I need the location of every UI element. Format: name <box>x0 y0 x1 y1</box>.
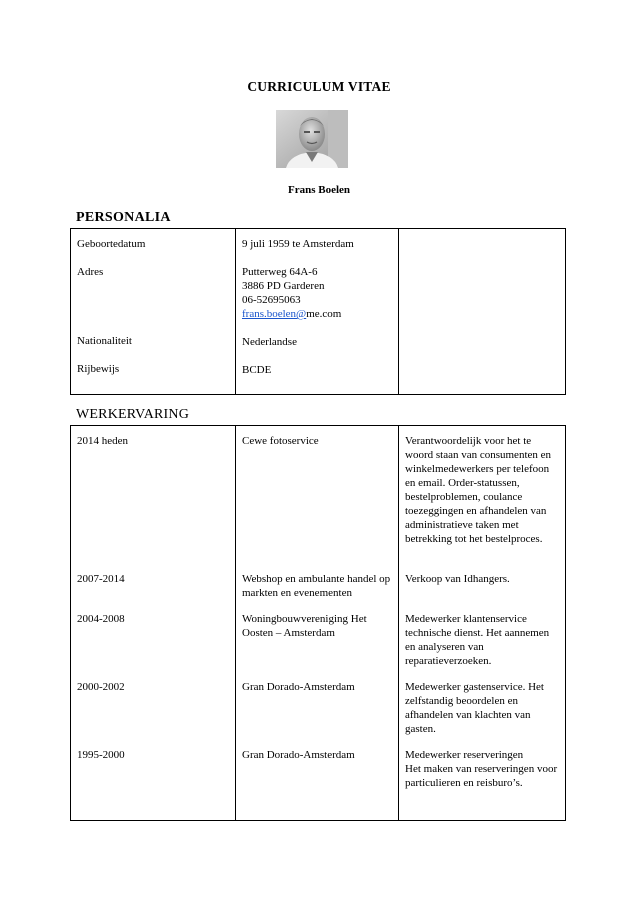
value-address: Putterweg 64A-6 3886 PD Garderen 06-52695063 <box>242 266 325 306</box>
werk-periods-cell <box>71 426 236 821</box>
email-domain: me.com <box>306 308 342 320</box>
employer-row-4: Gran Dorado-Amsterdam <box>242 681 355 693</box>
period-row-4: 2000-2002 <box>77 681 125 693</box>
label-license: Rijbewijs <box>77 363 120 375</box>
profile-photo <box>276 110 348 168</box>
employer-row-3: Woningbouwvereniging Het Oosten – Amsterdam <box>242 613 367 639</box>
email-link[interactable]: frans.boelen@ <box>242 308 307 320</box>
value-nationality: Nederlandse <box>242 336 297 348</box>
section-heading-personalia: PERSONALIA <box>76 210 171 225</box>
description-row-4: Medewerker gastenservice. Het zelfstandig beoordelen en afhandelen van klachten van gasten. <box>405 681 544 735</box>
personalia-labels-cell <box>71 229 236 395</box>
werkervaring-table <box>70 425 566 821</box>
value-license: BCDE <box>242 364 272 376</box>
label-nationality: Nationaliteit <box>77 335 132 347</box>
personalia-table <box>70 228 566 395</box>
description-row-5: Medewerker reserveringen Het maken van reserveringen voor particulieren en reisburo’s. <box>405 749 558 789</box>
employer-row-1: Cewe fotoservice <box>242 435 319 447</box>
section-heading-werkervaring: WERKERVARING <box>76 407 190 422</box>
description-row-3: Medewerker klantenservice technische dienst. Het aannemen en analyseren van reparatieverzoeken. <box>405 613 550 667</box>
label-address: Adres <box>77 266 104 278</box>
label-birthdate: Geboortedatum <box>77 238 146 250</box>
period-row-1: 2014 heden <box>77 435 129 447</box>
value-birthdate: 9 juli 1959 te Amsterdam <box>242 238 354 250</box>
document-title: CURRICULUM VITAE <box>247 79 391 94</box>
value-email <box>242 307 392 321</box>
werk-descriptions-cell <box>399 426 566 821</box>
period-row-3: 2004-2008 <box>77 613 125 625</box>
personalia-values-cell <box>236 229 399 395</box>
period-row-2: 2007-2014 <box>77 573 125 585</box>
werk-employers-cell <box>236 426 399 821</box>
description-row-2: Verkoop van Idhangers. <box>405 573 510 585</box>
employer-row-2: Webshop en ambulante handel op markten en evenementen <box>242 573 391 599</box>
period-row-5: 1995-2000 <box>77 749 125 761</box>
personalia-empty-cell <box>399 229 566 395</box>
employer-row-5: Gran Dorado-Amsterdam <box>242 749 355 761</box>
person-name: Frans Boelen <box>287 184 351 196</box>
description-row-1: Verantwoordelijk voor het te woord staan van consumenten en winkelmedewerkers per telefoon en email. Order-statussen, bestelproblemen, coulance toezeggingen en afhandelen van administratieve taken met betrekking tot het bestelproces. <box>405 435 552 545</box>
